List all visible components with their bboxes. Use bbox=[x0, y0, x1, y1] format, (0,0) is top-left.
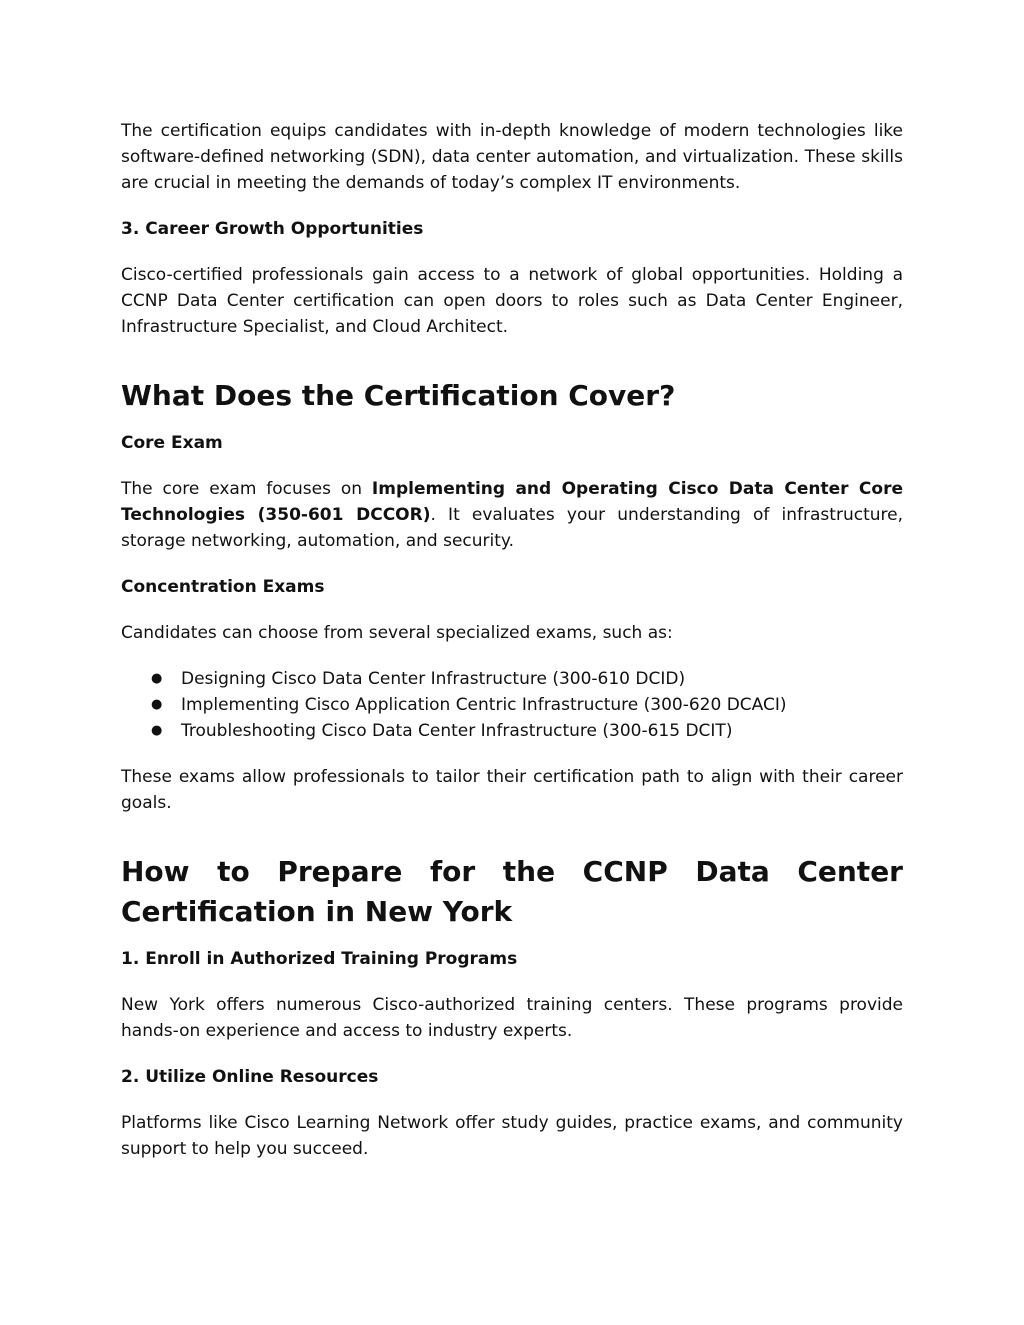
core-exam-text-pre: The core exam focuses on bbox=[121, 479, 372, 499]
career-heading: 3. Career Growth Opportunities bbox=[121, 219, 424, 239]
exam-name: Troubleshooting Cisco Data Center Infrastructure (300-615 DCIT) bbox=[181, 721, 733, 741]
exam-list bbox=[121, 666, 903, 744]
list-item bbox=[121, 666, 903, 692]
concentration-outro: These exams allow professionals to tailor their certification path to align with their career goals. bbox=[121, 767, 903, 813]
core-exam-title: Implementing and Operating Cisco Data Center Core Technologies (350-601 DCCOR) bbox=[121, 479, 904, 525]
concentration-intro: Candidates can choose from several specialized exams, such as: bbox=[121, 623, 673, 643]
core-exam-text-post: . It evaluates your understanding of infrastructure, storage networking, automation, and security. bbox=[121, 505, 903, 551]
core-exam-paragraph bbox=[121, 476, 903, 554]
bullet-icon: ● bbox=[151, 697, 163, 712]
intro-paragraph: The certification equips candidates with in-depth knowledge of modern technologies like software-defined networking (SDN), data center automation, and virtualization. These skills are crucial in meeting the demands of today’s complex IT environments. bbox=[121, 121, 903, 193]
bullet-icon: ● bbox=[151, 671, 163, 686]
document-page bbox=[121, 118, 903, 1162]
list-item bbox=[121, 718, 903, 744]
exam-name: Designing Cisco Data Center Infrastructure (300-610 DCID) bbox=[181, 669, 686, 689]
step2-heading: 2. Utilize Online Resources bbox=[121, 1067, 379, 1087]
core-exam-heading: Core Exam bbox=[121, 433, 223, 453]
concentration-heading: Concentration Exams bbox=[121, 577, 325, 597]
career-paragraph: Cisco-certified professionals gain access to a network of global opportunities. Holding a CCNP Data Center certification can open doors to roles such as Data Center Engineer, Infrastructure Specialist, and Cloud Architect. bbox=[121, 265, 903, 337]
prepare-heading-line1: How to Prepare for the CCNP Data Center bbox=[121, 855, 903, 888]
prepare-heading bbox=[121, 852, 903, 932]
bullet-icon: ● bbox=[151, 723, 163, 738]
step2-paragraph: Platforms like Cisco Learning Network offer study guides, practice exams, and community support to help you succeed. bbox=[121, 1113, 903, 1159]
prepare-heading-line2: Certification in New York bbox=[121, 895, 513, 928]
exam-name: Implementing Cisco Application Centric Infrastructure (300-620 DCACI) bbox=[181, 695, 787, 715]
list-item bbox=[121, 692, 903, 718]
cover-heading: What Does the Certification Cover? bbox=[121, 379, 676, 412]
step1-paragraph: New York offers numerous Cisco-authorized training centers. These programs provide hands-on experience and access to industry experts. bbox=[121, 995, 903, 1041]
step1-heading: 1. Enroll in Authorized Training Programs bbox=[121, 949, 518, 969]
